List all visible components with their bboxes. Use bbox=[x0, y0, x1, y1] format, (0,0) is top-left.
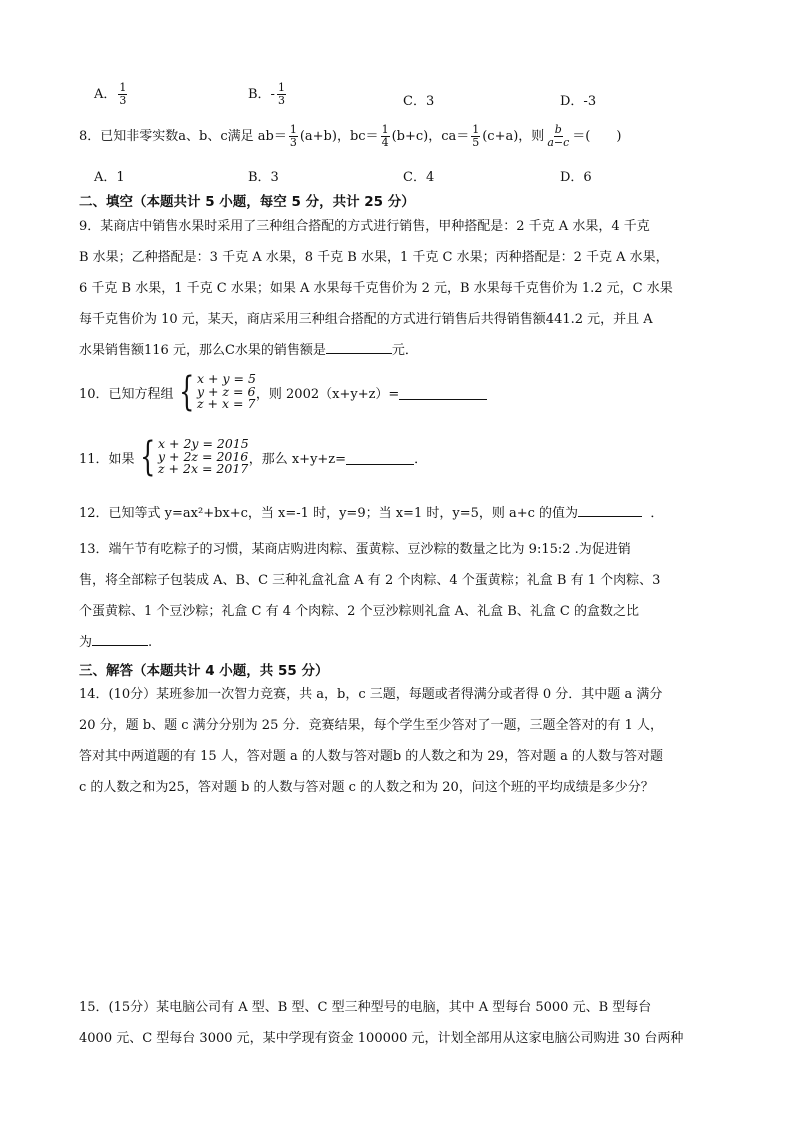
q10-answer-blank[interactable] bbox=[399, 385, 487, 400]
q7-option-a: A． $\frac{1}{3}$ bbox=[94, 81, 127, 107]
q7-option-b: B．- $\frac{1}{3}$ bbox=[248, 81, 285, 107]
q13-line-4: 为 . bbox=[79, 629, 152, 657]
q9-line-2: B 水果；乙种搭配是：3 千克 A 水果，8 千克 B 水果，1 千克 C 水果；丙种搭配是：2 千克 A 水果， bbox=[79, 250, 669, 265]
q9-line-5: 水果销售额116 元，那么C水果的销售额是 元． bbox=[79, 337, 418, 365]
q12-answer-blank[interactable] bbox=[578, 502, 642, 517]
q15-line-1: 15．(15分）某电脑公司有 A 型、B 型、C 型三种型号的电脑，其中 A 型每台 5000 元、B 型每台 bbox=[79, 1000, 652, 1015]
section-3-title: 三、解答（本题共计 4 小题，共 55 分） bbox=[79, 663, 329, 679]
q9-line-1: 9．某商店中销售水果时采用了三种组合搭配的方式进行销售，甲种搭配是：2 千克 A 水果，4 千克 bbox=[79, 219, 650, 234]
q9-line-3: 6 千克 B 水果，1 千克 C 水果；如果 A 水果每千克售价为 2 元，B 水果每千克售价为 1.2 元，C 水果 bbox=[79, 281, 673, 296]
question-8: 8．已知非零实数a、b、c满足 ab＝ $\frac{1}{3}$ (a+b)，bc＝ $\frac{1}{4}$ (b+c)，ca＝ $\frac{1}{5}$ (c+a)，则 $\frac{b}{a-c}$ ＝( ) bbox=[79, 123, 622, 149]
q15-line-2: 4000 元、C 型每台 3000 元，某中学现有资金 100000 元，计划全部用从这家电脑公司购进 30 台两种 bbox=[79, 1031, 684, 1046]
q14-line-2: 20 分，题 b、题 c 满分分别为 25 分．竞赛结果，每个学生至少答对了一题，三题全答对的有 1 人， bbox=[79, 718, 664, 733]
q11-equation-system: { x + 2y = 2015 y + 2z = 2016 z + 2x = 2017 bbox=[139, 434, 249, 480]
q8-option-a: A．1 bbox=[94, 170, 125, 185]
question-11: 11．如果 { x + 2y = 2015 y + 2z = 2016 z + 2x = 2017 ，那么 x+y+z= ． bbox=[79, 434, 428, 480]
q13-line-3: 个蛋黄粽、1 个豆沙粽；礼盒 C 有 4 个肉粽、2 个豆沙粽则礼盒 A、礼盒 B、礼盒 C 的盒数之比 bbox=[79, 604, 639, 619]
q13-line-2: 售，将全部粽子包装成 A、B、C 三种礼盒礼盒 A 有 2 个肉粽、4 个蛋黄粽；礼盒 B 有 1 个肉粽、3 bbox=[79, 573, 661, 588]
q11-answer-blank[interactable] bbox=[346, 450, 414, 465]
q8-option-d: D．6 bbox=[560, 170, 592, 185]
question-10: 10．已知方程组 { x + y = 5 y + z = 6 z + x = 7 ，则 2002（x+y+z）= bbox=[79, 372, 487, 412]
question-12: 12．已知等式 y=ax²+bx+c，当 x=-1 时，y=9；当 x=1 时，y=5，则 a+c 的值为 ． bbox=[79, 500, 663, 528]
q8-option-b: B．3 bbox=[248, 170, 279, 185]
q13-answer-blank[interactable] bbox=[92, 631, 148, 646]
q7-option-c: C．3 bbox=[403, 94, 435, 109]
q10-equation-system: { x + y = 5 y + z = 6 z + x = 7 bbox=[178, 369, 256, 415]
q9-answer-blank[interactable] bbox=[326, 339, 392, 354]
section-2-title: 二、填空（本题共计 5 小题，每空 5 分，共计 25 分） bbox=[79, 194, 415, 210]
q14-line-3: 答对其中两道题的有 15 人，答对题 a 的人数与答对题b 的人数之和为 29，答对题 a 的人数与答对题 bbox=[79, 749, 663, 764]
q9-line-4: 每千克售价为 10 元，某天，商店采用三种组合搭配的方式进行销售后共得销售额441.2 元，并且 A bbox=[79, 312, 653, 327]
q13-line-1: 13．端午节有吃粽子的习惯，某商店购进肉粽、蛋黄粽、豆沙粽的数量之比为 9:15:2 .为促进销 bbox=[79, 542, 631, 557]
q14-line-4: c 的人数之和为25，答对题 b 的人数与答对题 c 的人数之和为 20，问这个班的平均成绩是多少分？ bbox=[79, 780, 654, 795]
q14-line-1: 14．(10分）某班参加一次智力竞赛，共 a，b，c 三题，每题或者得满分或者得 0 分．其中题 a 满分 bbox=[79, 687, 663, 702]
q8-option-c: C．4 bbox=[403, 170, 435, 185]
q7-option-d: D．-3 bbox=[560, 94, 597, 109]
